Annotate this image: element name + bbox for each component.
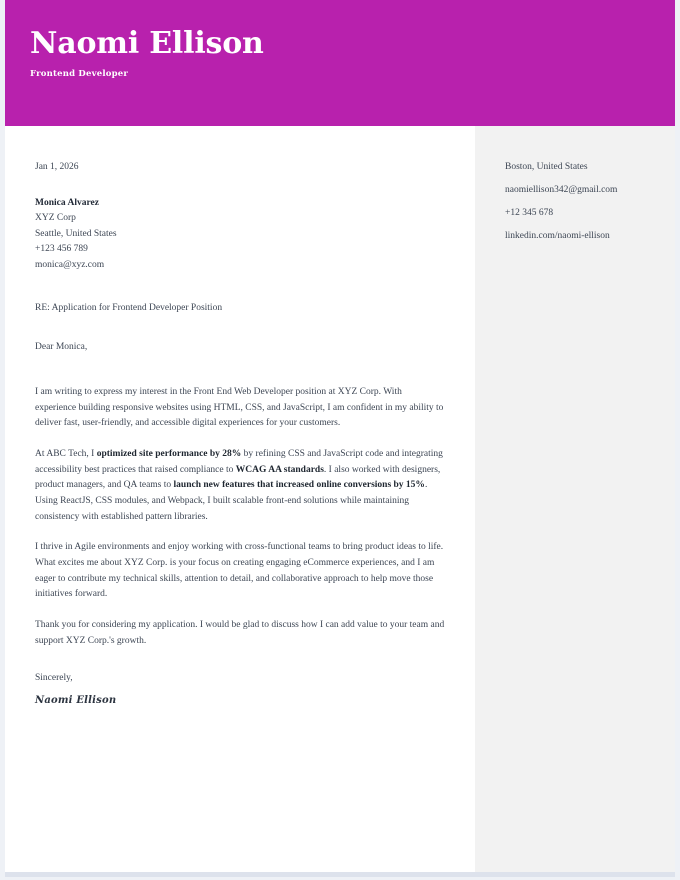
contact-location: Boston, United States (505, 162, 588, 172)
page-bottom-edge (5, 872, 675, 877)
recipient-block (35, 196, 445, 273)
letter-paragraph-4: Thank you for considering my application. I would be glad to discuss how I can add value to your team and support XYZ Corp.'s growth. (35, 619, 445, 646)
paragraph-2-highlight-1: optimized site performance by 28% (96, 448, 242, 459)
recipient-company: XYZ Corp (35, 213, 76, 224)
letter-closing: Sincerely, (35, 673, 73, 684)
paragraph-2-text-3: . I also worked with designers, product managers, and QA teams to (35, 464, 441, 491)
paragraph-2-text-2: by refining CSS and JavaScript code and integrating accessibility best practices that raised compliance to (35, 448, 443, 475)
contact-sidebar (475, 126, 675, 872)
letter-column (5, 126, 475, 872)
candidate-name: Naomi Ellison (30, 26, 264, 61)
recipient-location: Seattle, United States (35, 228, 117, 239)
recipient-email: monica@xyz.com (35, 259, 105, 270)
document-body (5, 126, 675, 872)
paragraph-2-highlight-3: launch new features that increased online conversions by 15% (173, 480, 425, 491)
paragraph-2-text-4: . Using ReactJS, CSS modules, and Webpack, I built scalable front-end solutions while maintaining consistency with established pattern libraries. (35, 480, 428, 522)
paragraph-2-highlight-2: WCAG AA standards (235, 464, 324, 475)
letter-paragraph-3: I thrive in Agile environments and enjoy working with cross-functional teams to bring product ideas to life. What excites me about XYZ Corp. is your focus on creating engaging eCommerce experiences, and I am eager to contribute my technical skills, attention to detail, and collaborative approach to help move those initiatives forward. (35, 542, 444, 600)
paragraph-2-text-1: At ABC Tech, I (35, 448, 97, 459)
document-sheet (5, 0, 675, 872)
recipient-name: Monica Alvarez (35, 198, 99, 208)
letter-paragraph-2 (35, 447, 445, 525)
header-banner (5, 0, 675, 126)
letter-signature: Naomi Ellison (35, 695, 117, 707)
recipient-phone: +123 456 789 (35, 244, 88, 255)
letter-subject: RE: Application for Frontend Developer Position (35, 302, 223, 313)
contact-linkedin[interactable]: linkedin.com/naomi-ellison (505, 231, 610, 241)
header-banner-content (30, 28, 655, 79)
candidate-job-title: Frontend Developer (30, 68, 129, 79)
contact-phone: +12 345 678 (505, 208, 554, 218)
letter-paragraph-1: I am writing to express my interest in the Front End Web Developer position at XYZ Corp. With experience building responsive websites using HTML, CSS, and JavaScript, I am confident in my ability to deliver fast, user-friendly, and accessible digital experiences for your customers. (35, 386, 444, 429)
letter-salutation: Dear Monica, (35, 341, 88, 352)
letter-date: Jan 1, 2026 (35, 162, 79, 172)
contact-email[interactable]: naomiellison342@gmail.com (505, 185, 618, 195)
